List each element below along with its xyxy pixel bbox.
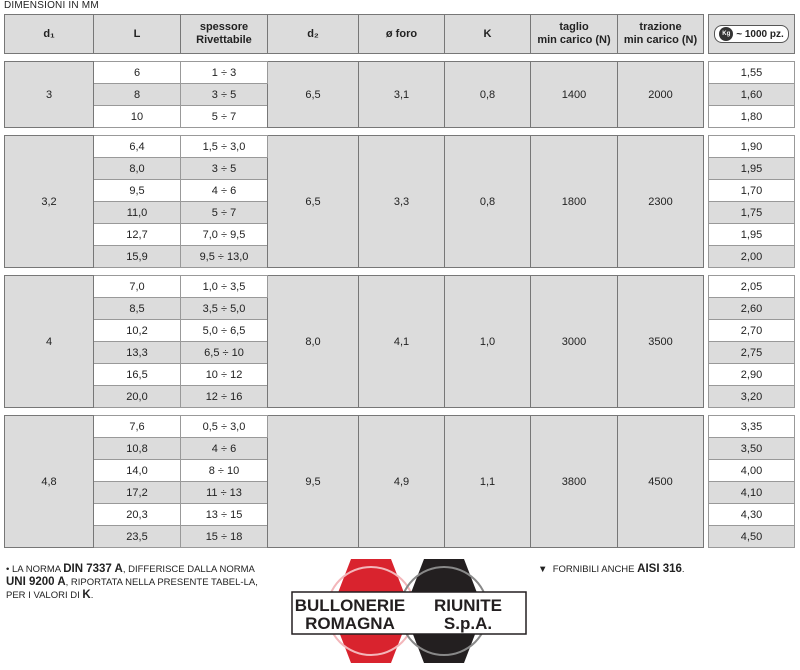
rivet-spec-table <box>4 14 795 548</box>
header-taglio: taglio min carico (N) <box>531 15 618 54</box>
cell-l: 6,4 <box>94 136 181 158</box>
cell-l: 23,5 <box>94 526 181 548</box>
cell-l: 10 <box>94 106 181 128</box>
header-foro: ø foro <box>359 15 445 54</box>
cell-weight: 4,50 <box>709 526 795 548</box>
cell-d1: 4,8 <box>5 416 94 548</box>
header-trazione: trazione min carico (N) <box>618 15 704 54</box>
cell-l: 10,8 <box>94 438 181 460</box>
cell-weight: 1,70 <box>709 180 795 202</box>
cell-weight: 4,10 <box>709 482 795 504</box>
cell-weight: 1,60 <box>709 84 795 106</box>
cell-l: 7,6 <box>94 416 181 438</box>
cell-weight: 4,00 <box>709 460 795 482</box>
cell-d1: 4 <box>5 276 94 408</box>
cell-l: 8 <box>94 84 181 106</box>
cell-l: 6 <box>94 62 181 84</box>
cell-spessore: 3,5 ÷ 5,0 <box>181 298 268 320</box>
cell-weight: 2,00 <box>709 246 795 268</box>
cell-foro: 4,1 <box>359 276 445 408</box>
cell-l: 8,5 <box>94 298 181 320</box>
cell-d2: 8,0 <box>268 276 359 408</box>
cell-taglio: 1400 <box>531 62 618 128</box>
dimensions-unit-label: DIMENSIONI IN MM <box>4 0 99 11</box>
cell-spessore: 1,5 ÷ 3,0 <box>181 136 268 158</box>
cell-weight: 2,90 <box>709 364 795 386</box>
cell-k: 0,8 <box>445 62 531 128</box>
weight-icon: Kg <box>719 27 733 41</box>
cell-foro: 4,9 <box>359 416 445 548</box>
cell-weight: 1,95 <box>709 158 795 180</box>
footnote-aisi: ▼ FORNIBILI ANCHE AISI 316. <box>538 563 685 575</box>
weight-badge: Kg ~ 1000 pz. <box>714 25 789 43</box>
cell-trazione: 2000 <box>618 62 704 128</box>
cell-spessore: 15 ÷ 18 <box>181 526 268 548</box>
cell-weight: 2,60 <box>709 298 795 320</box>
cell-weight: 4,30 <box>709 504 795 526</box>
cell-l: 14,0 <box>94 460 181 482</box>
cell-l: 7,0 <box>94 276 181 298</box>
group-spacer <box>5 408 795 416</box>
cell-weight: 1,75 <box>709 202 795 224</box>
logo-text-bullonerie: BULLONERIE <box>294 596 406 615</box>
cell-spessore: 6,5 ÷ 10 <box>181 342 268 364</box>
cell-weight: 3,20 <box>709 386 795 408</box>
cell-weight: 3,50 <box>709 438 795 460</box>
cell-d2: 6,5 <box>268 62 359 128</box>
cell-spessore: 1,0 ÷ 3,5 <box>181 276 268 298</box>
cell-weight: 1,90 <box>709 136 795 158</box>
cell-l: 17,2 <box>94 482 181 504</box>
cell-trazione: 4500 <box>618 416 704 548</box>
cell-l: 16,5 <box>94 364 181 386</box>
group-spacer <box>5 128 795 136</box>
table-row <box>5 416 795 438</box>
cell-l: 13,3 <box>94 342 181 364</box>
cell-spessore: 5 ÷ 7 <box>181 202 268 224</box>
cell-taglio: 3000 <box>531 276 618 408</box>
cell-l: 11,0 <box>94 202 181 224</box>
table-row <box>5 62 795 84</box>
group-spacer <box>5 54 795 62</box>
cell-spessore: 13 ÷ 15 <box>181 504 268 526</box>
cell-d1: 3 <box>5 62 94 128</box>
cell-d2: 6,5 <box>268 136 359 268</box>
logo-text-romagna: ROMAGNA <box>305 614 395 633</box>
cell-spessore: 1 ÷ 3 <box>181 62 268 84</box>
table-row <box>5 136 795 158</box>
cell-k: 1,0 <box>445 276 531 408</box>
cell-spessore: 0,5 ÷ 3,0 <box>181 416 268 438</box>
triangle-down-icon: ▼ <box>538 564 548 575</box>
cell-spessore: 5 ÷ 7 <box>181 106 268 128</box>
header-l: L <box>94 15 181 54</box>
table-row <box>5 276 795 298</box>
header-d1: d₁ <box>5 15 94 54</box>
logo-text-riunite: RIUNITE <box>434 596 502 615</box>
cell-k: 0,8 <box>445 136 531 268</box>
cell-weight: 2,75 <box>709 342 795 364</box>
cell-spessore: 4 ÷ 6 <box>181 438 268 460</box>
cell-spessore: 12 ÷ 16 <box>181 386 268 408</box>
cell-k: 1,1 <box>445 416 531 548</box>
group-spacer <box>5 268 795 276</box>
cell-foro: 3,3 <box>359 136 445 268</box>
header-k: K <box>445 15 531 54</box>
cell-spessore: 11 ÷ 13 <box>181 482 268 504</box>
cell-l: 10,2 <box>94 320 181 342</box>
cell-spessore: 10 ÷ 12 <box>181 364 268 386</box>
cell-spessore: 4 ÷ 6 <box>181 180 268 202</box>
cell-weight: 1,55 <box>709 62 795 84</box>
cell-spessore: 3 ÷ 5 <box>181 84 268 106</box>
cell-taglio: 1800 <box>531 136 618 268</box>
cell-spessore: 8 ÷ 10 <box>181 460 268 482</box>
cell-weight: 1,95 <box>709 224 795 246</box>
cell-d2: 9,5 <box>268 416 359 548</box>
cell-weight: 2,05 <box>709 276 795 298</box>
company-logo <box>290 553 528 670</box>
cell-l: 20,0 <box>94 386 181 408</box>
cell-weight: 3,35 <box>709 416 795 438</box>
cell-d1: 3,2 <box>5 136 94 268</box>
cell-spessore: 3 ÷ 5 <box>181 158 268 180</box>
cell-trazione: 2300 <box>618 136 704 268</box>
cell-taglio: 3800 <box>531 416 618 548</box>
logo-text-spa: S.p.A. <box>443 614 493 633</box>
cell-l: 15,9 <box>94 246 181 268</box>
cell-l: 8,0 <box>94 158 181 180</box>
cell-weight: 1,80 <box>709 106 795 128</box>
cell-foro: 3,1 <box>359 62 445 128</box>
cell-trazione: 3500 <box>618 276 704 408</box>
header-weight <box>709 15 795 54</box>
header-d2: d₂ <box>268 15 359 54</box>
cell-spessore: 9,5 ÷ 13,0 <box>181 246 268 268</box>
cell-weight: 2,70 <box>709 320 795 342</box>
table-body <box>5 54 795 548</box>
cell-spessore: 7,0 ÷ 9,5 <box>181 224 268 246</box>
footnote-din: • LA NORMA DIN 7337 A, DIFFERISCE DALLA NORMA UNI 9200 A, RIPORTATA NELLA PRESENTE TABEL-LA, PER I VALORI DI K. <box>6 563 258 601</box>
cell-l: 12,7 <box>94 224 181 246</box>
cell-l: 20,3 <box>94 504 181 526</box>
header-spessore: spessore Rivettabile <box>181 15 268 54</box>
cell-l: 9,5 <box>94 180 181 202</box>
cell-spessore: 5,0 ÷ 6,5 <box>181 320 268 342</box>
